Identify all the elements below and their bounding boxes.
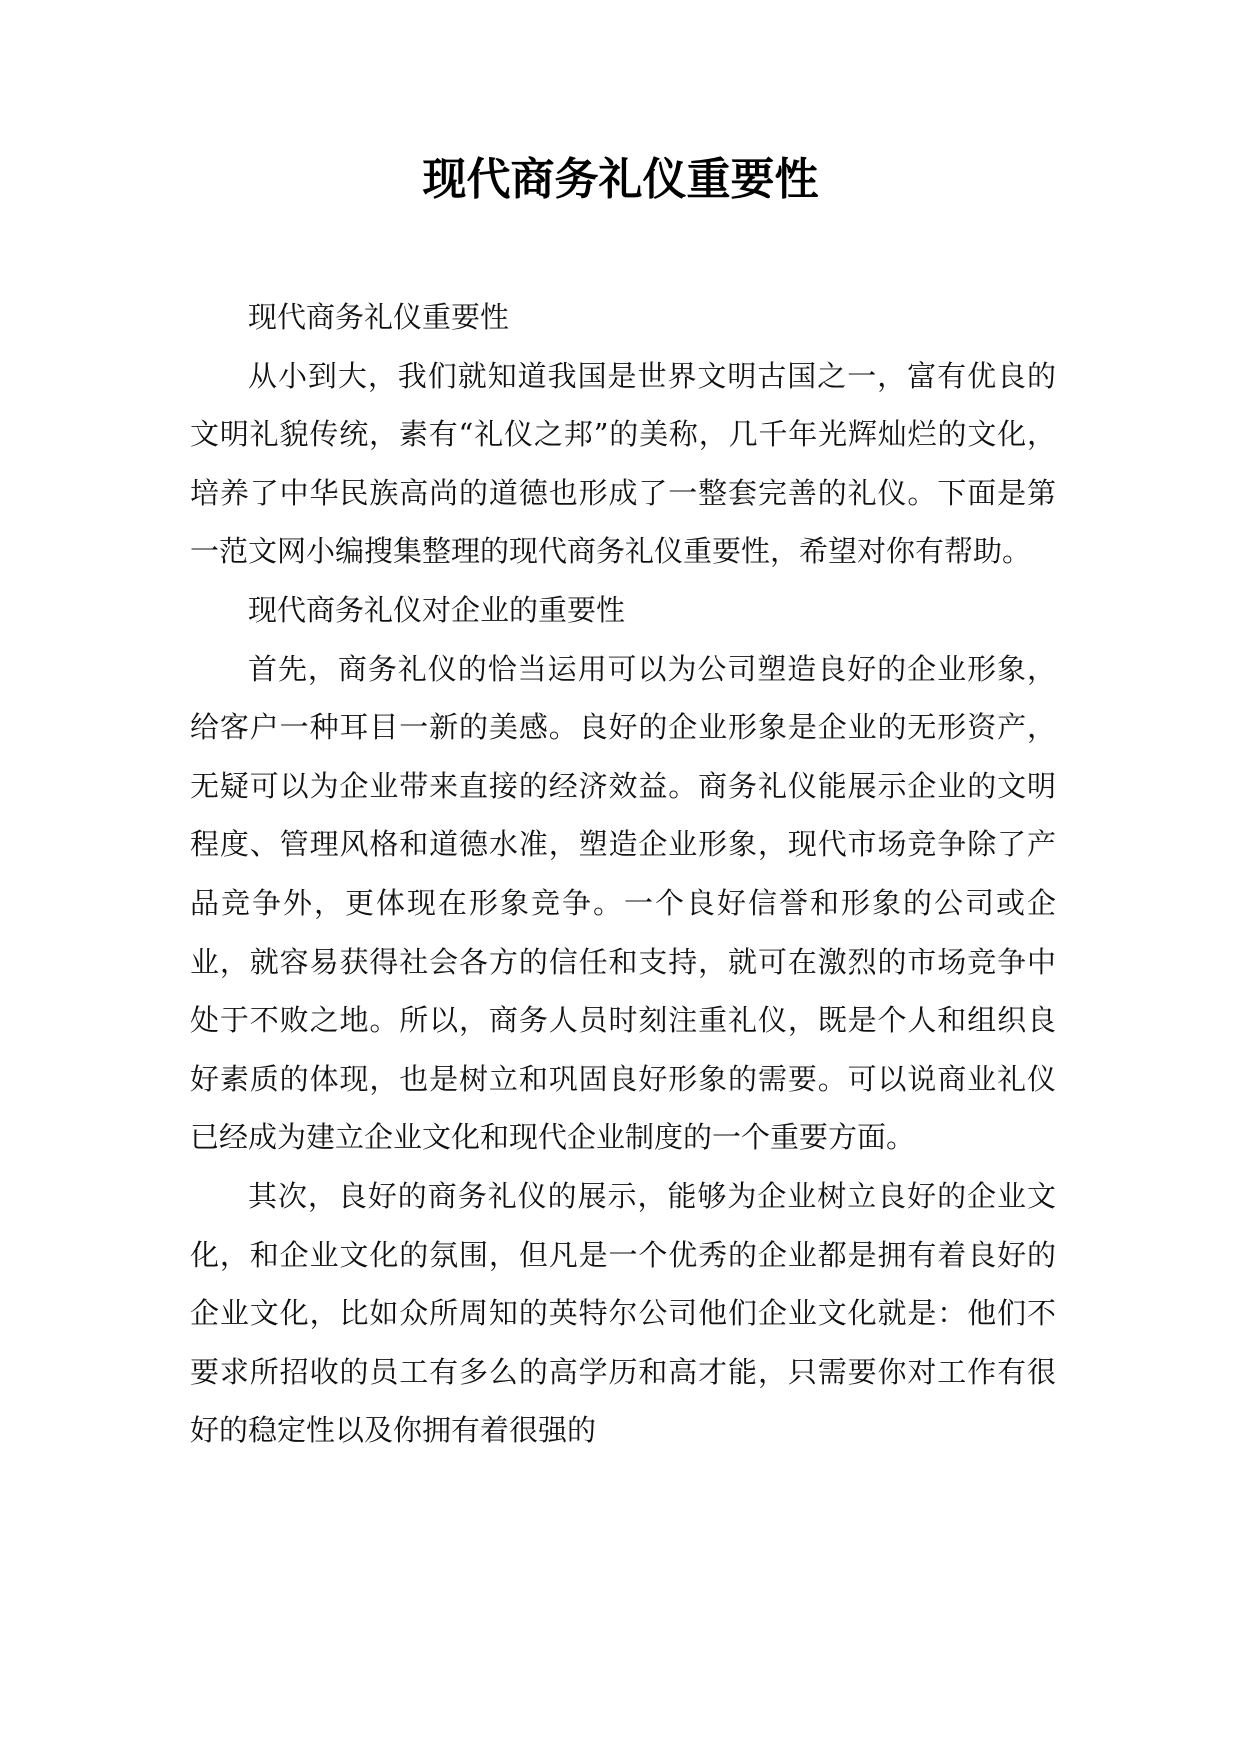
paragraph-section-heading: 现代商务礼仪对企业的重要性 xyxy=(248,592,626,627)
paragraph-intro: 从小到大，我们就知道我国是世界文明古国之一，富有优良的文明礼貌传统，素有“礼仪之邦”的美称，几千年光辉灿烂的文化，培养了中华民族高尚的道德也形成了一整套完善的礼仪。下面是第一范文网小编搜集整理的现代商务礼仪重要性，希望对你有帮助。 xyxy=(190,358,1056,569)
paragraph-second-point: 其次，良好的商务礼仪的展示，能够为企业树立良好的企业文化，和企业文化的氛围，但凡是一个优秀的企业都是拥有着良好的企业文化，比如众所周知的英特尔公司他们企业文化就是：他们不要求所招收的员工有多么的高学历和高才能，只需要你对工作有很好的稳定性以及你拥有着很强的 xyxy=(190,1178,1056,1448)
paragraph-subtitle: 现代商务礼仪重要性 xyxy=(248,300,510,334)
document-title: 现代商务礼仪重要性 xyxy=(422,154,819,205)
paragraph-first-point: 首先，商务礼仪的恰当运用可以为公司塑造良好的企业形象，给客户一种耳目一新的美感。良好的企业形象是企业的无形资产，无疑可以为企业带来直接的经济效益。商务礼仪能展示企业的文明程度、管理风格和道德水准，塑造企业形象，现代市场竞争除了产品竞争外，更体现在形象竞争。一个良好信誉和形象的公司或企业，就容易获得社会各方的信任和支持，就可在激烈的市场竞争中处于不败之地。所以，商务人员时刻注重礼仪，既是个人和组织良好素质的体现，也是树立和巩固良好形象的需要。可以说商业礼仪已经成为建立企业文化和现代企业制度的一个重要方面。 xyxy=(190,651,1056,1155)
document-body xyxy=(190,288,1056,1460)
